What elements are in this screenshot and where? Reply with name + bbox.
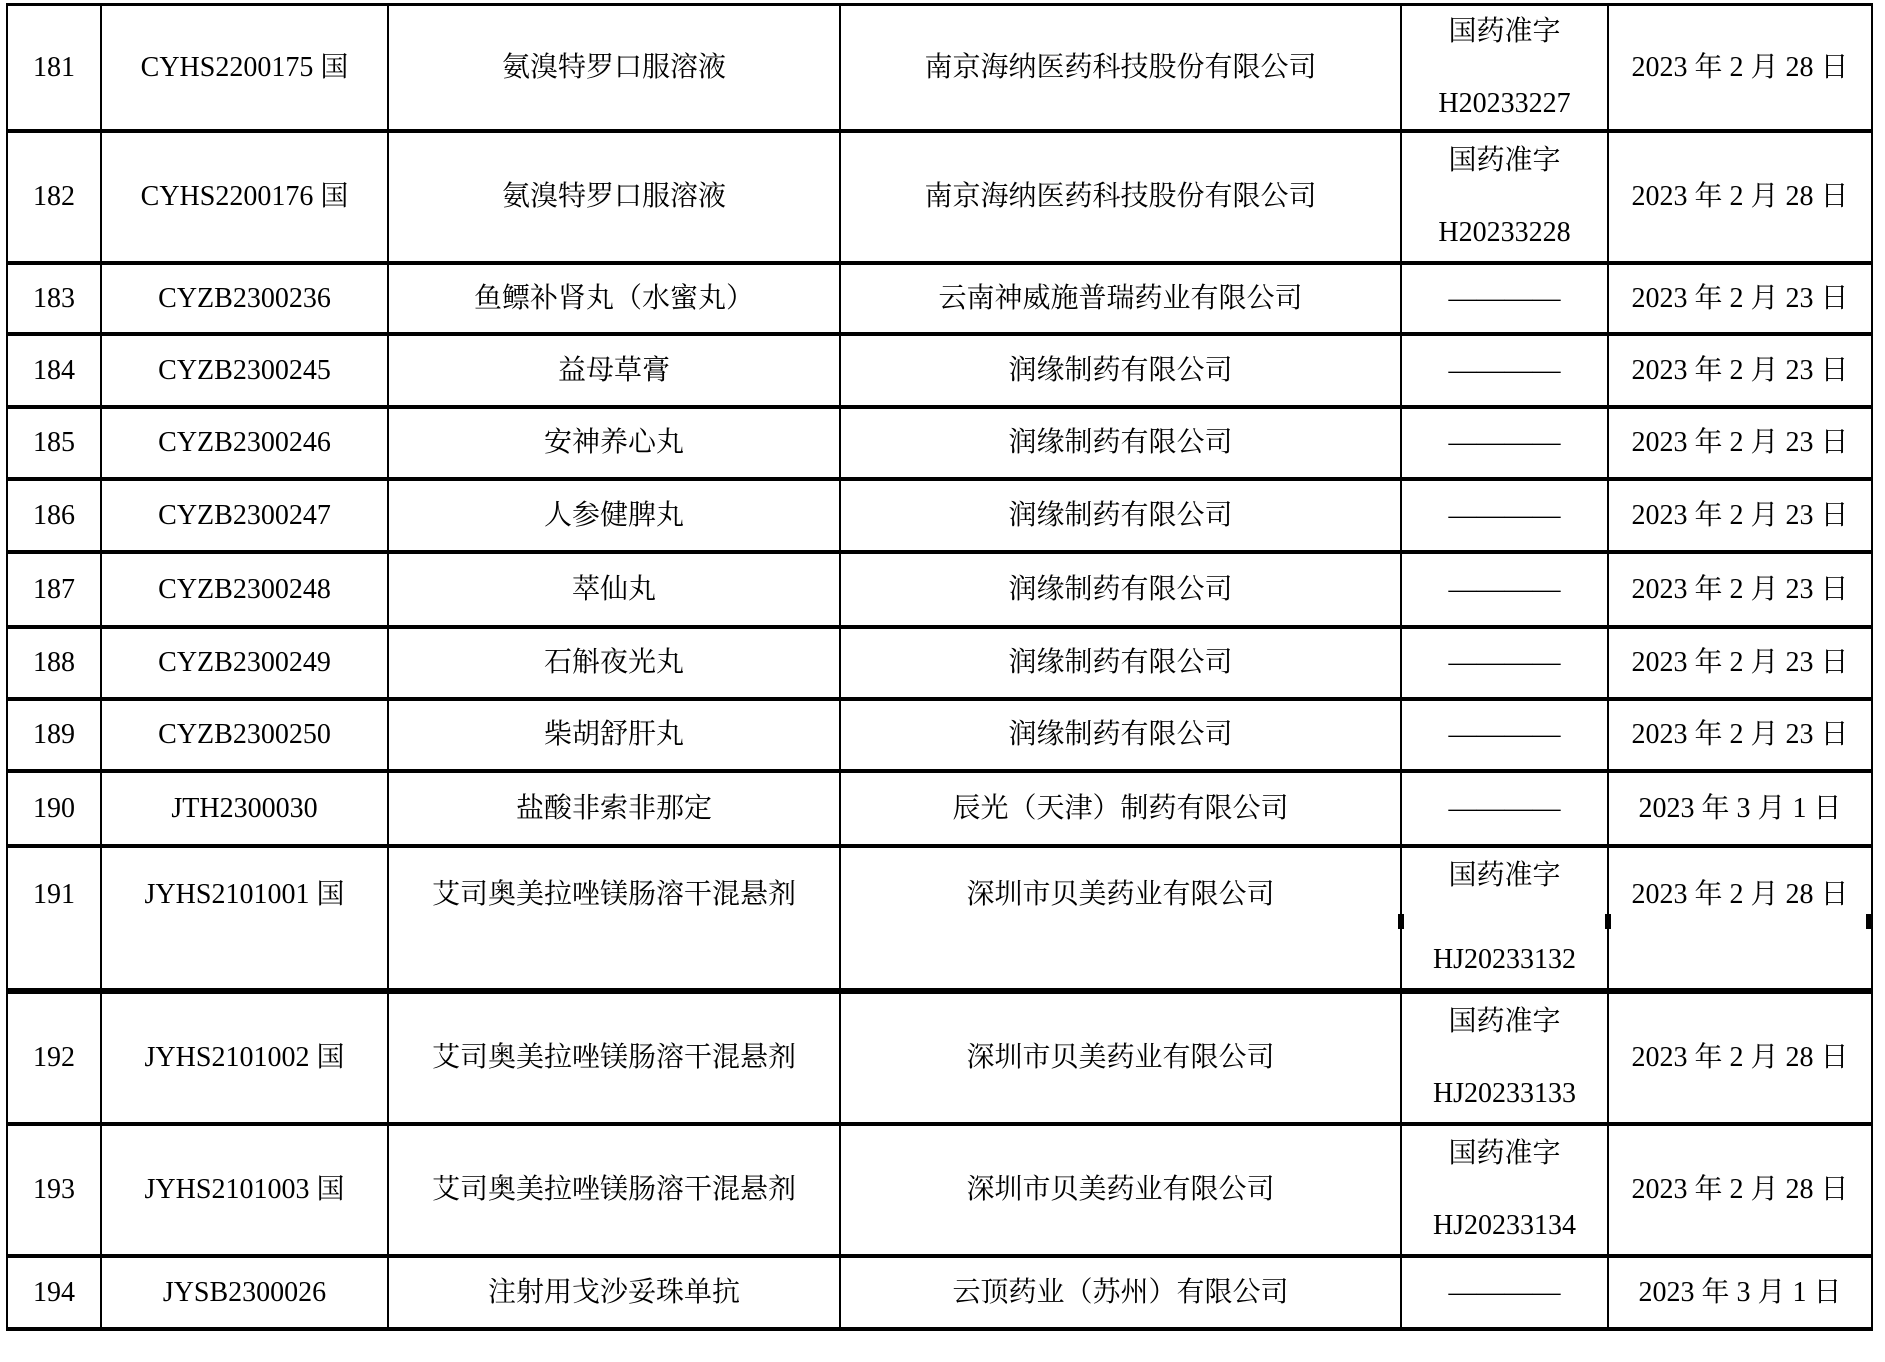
approval-date-text: 2023 年 3 月 1 日 — [1638, 1276, 1842, 1308]
serial-cell — [8, 1126, 102, 1254]
approval-date-cell — [1609, 629, 1871, 697]
table-row — [8, 554, 1871, 629]
drug-name-text: 益母草膏 — [557, 354, 670, 386]
approval-number-cell — [1402, 554, 1609, 625]
serial-cell — [8, 336, 102, 405]
approval-date-cell — [1609, 133, 1871, 261]
approval-prefix-text: 国药准字 — [1448, 15, 1561, 47]
drug-name-text: 石斛夜光丸 — [543, 647, 684, 679]
drug-name-text: 盐酸非索非那定 — [515, 792, 712, 824]
drug-name-text: 艾司奥美拉唑镁肠溶干混悬剂 — [431, 1174, 796, 1206]
table-row — [8, 701, 1871, 773]
serial-cell — [8, 409, 102, 477]
serial-cell — [8, 773, 102, 844]
company-cell — [841, 848, 1402, 988]
approval-dash-text: ———— — [1448, 792, 1561, 824]
acceptance-number-text: CYZB2300250 — [158, 719, 331, 751]
company-text: 润缘制药有限公司 — [1008, 647, 1233, 679]
serial-text: 188 — [33, 647, 75, 679]
drug-name-text: 鱼鳔补肾丸（水蜜丸） — [473, 282, 754, 314]
acceptance-number-text: JYHS2101002 国 — [144, 1042, 345, 1074]
table-row — [8, 409, 1871, 481]
approval-date-text: 2023 年 2 月 28 日 — [1631, 1042, 1849, 1074]
drug-name-cell — [389, 1258, 841, 1327]
company-text: 深圳市贝美药业有限公司 — [966, 1174, 1275, 1206]
company-text: 深圳市贝美药业有限公司 — [966, 879, 1275, 911]
company-cell — [841, 1258, 1402, 1327]
table-row — [8, 481, 1871, 554]
approval-number-text: HJ20233132 — [1432, 944, 1577, 975]
company-text: 云南神威施普瑞药业有限公司 — [938, 282, 1303, 314]
company-cell — [841, 773, 1402, 844]
serial-cell — [8, 481, 102, 550]
acceptance-number-text: CYZB2300245 — [158, 354, 331, 386]
company-cell — [841, 629, 1402, 697]
approval-date-cell — [1609, 481, 1871, 550]
approval-date-text: 2023 年 2 月 28 日 — [1631, 51, 1849, 83]
serial-text: 185 — [33, 427, 75, 459]
drug-name-text: 柴胡舒肝丸 — [543, 719, 684, 751]
acceptance-number-cell — [102, 1126, 389, 1254]
company-cell — [841, 1126, 1402, 1254]
table-row — [8, 336, 1871, 409]
acceptance-number-text: CYZB2300236 — [158, 282, 331, 314]
approval-number-cell — [1402, 1126, 1609, 1254]
company-text: 南京海纳医药科技股份有限公司 — [924, 181, 1317, 213]
serial-text: 190 — [33, 792, 75, 824]
company-text: 润缘制药有限公司 — [1008, 499, 1233, 531]
drug-name-cell — [389, 409, 841, 477]
serial-text: 194 — [33, 1276, 75, 1308]
serial-cell — [8, 848, 102, 988]
approval-date-cell — [1609, 554, 1871, 625]
serial-cell — [8, 6, 102, 129]
acceptance-number-text: CYZB2300246 — [158, 427, 331, 459]
approval-date-cell — [1609, 1126, 1871, 1254]
acceptance-number-cell — [102, 848, 389, 988]
company-cell — [841, 6, 1402, 129]
acceptance-number-cell — [102, 265, 389, 332]
acceptance-number-text: JYHS2101001 国 — [144, 879, 345, 911]
approval-number-cell — [1402, 265, 1609, 332]
company-text: 南京海纳医药科技股份有限公司 — [924, 51, 1317, 83]
approval-date-cell — [1609, 1258, 1871, 1327]
approval-number-text: HJ20233133 — [1432, 1078, 1577, 1109]
drug-name-cell — [389, 554, 841, 625]
serial-cell — [8, 1258, 102, 1327]
approval-dash-text: ———— — [1448, 282, 1561, 314]
approval-date-text: 2023 年 2 月 23 日 — [1631, 719, 1849, 751]
drug-name-cell — [389, 1126, 841, 1254]
approval-date-text: 2023 年 2 月 28 日 — [1631, 181, 1849, 213]
approval-number-text: H20233228 — [1438, 217, 1571, 248]
drug-name-text: 注射用戈沙妥珠单抗 — [487, 1276, 740, 1308]
approval-prefix-text: 国药准字 — [1448, 1138, 1561, 1170]
approval-date-cell — [1609, 994, 1871, 1122]
acceptance-number-text: JTH2300030 — [171, 792, 318, 824]
serial-cell — [8, 701, 102, 769]
approval-prefix-text: 国药准字 — [1448, 145, 1561, 177]
page-break-tick — [1866, 914, 1872, 929]
serial-cell — [8, 629, 102, 697]
acceptance-number-cell — [102, 701, 389, 769]
company-text: 润缘制药有限公司 — [1008, 573, 1233, 605]
approval-date-cell — [1609, 701, 1871, 769]
drug-name-cell — [389, 336, 841, 405]
approval-dash-text: ———— — [1448, 647, 1561, 679]
drug-name-cell — [389, 265, 841, 332]
table-row — [8, 1126, 1871, 1258]
page-break-tick — [1398, 914, 1404, 929]
acceptance-number-cell — [102, 133, 389, 261]
page-break-tick — [1605, 914, 1611, 929]
drug-name-cell — [389, 6, 841, 129]
serial-cell — [8, 554, 102, 625]
approval-number-text: H20233227 — [1438, 87, 1571, 119]
serial-text: 182 — [33, 181, 75, 213]
drug-name-cell — [389, 701, 841, 769]
serial-cell — [8, 133, 102, 261]
approval-dash-text: ———— — [1448, 573, 1561, 605]
serial-text: 181 — [33, 51, 75, 83]
drug-name-text: 安神养心丸 — [543, 427, 684, 459]
approval-number-cell — [1402, 6, 1609, 129]
company-text: 云顶药业（苏州）有限公司 — [952, 1276, 1289, 1308]
approval-number-cell — [1402, 848, 1609, 988]
company-text: 深圳市贝美药业有限公司 — [966, 1042, 1275, 1074]
table-row — [8, 265, 1871, 336]
acceptance-number-cell — [102, 629, 389, 697]
table-row — [8, 133, 1871, 265]
approval-dash-text: ———— — [1448, 719, 1561, 751]
drug-name-cell — [389, 773, 841, 844]
approval-dash-text: ———— — [1448, 354, 1561, 386]
approval-date-cell — [1609, 409, 1871, 477]
table-row — [8, 6, 1871, 133]
approval-prefix-text: 国药准字 — [1448, 860, 1561, 892]
approval-number-text: HJ20233134 — [1432, 1210, 1577, 1241]
approval-date-text: 2023 年 2 月 23 日 — [1631, 647, 1849, 679]
company-cell — [841, 409, 1402, 477]
approval-date-cell — [1609, 773, 1871, 844]
approval-number-cell — [1402, 773, 1609, 844]
company-cell — [841, 133, 1402, 261]
serial-text: 193 — [33, 1174, 75, 1206]
approval-number-cell — [1402, 629, 1609, 697]
approval-number-cell — [1402, 1258, 1609, 1327]
drug-name-text: 氨溴特罗口服溶液 — [501, 51, 726, 83]
approval-date-cell — [1609, 265, 1871, 332]
company-cell — [841, 336, 1402, 405]
serial-text: 192 — [33, 1042, 75, 1074]
serial-text: 189 — [33, 719, 75, 751]
acceptance-number-cell — [102, 1258, 389, 1327]
company-text: 润缘制药有限公司 — [1008, 719, 1233, 751]
serial-cell — [8, 994, 102, 1122]
drug-name-text: 艾司奥美拉唑镁肠溶干混悬剂 — [431, 879, 796, 911]
table-row — [8, 629, 1871, 701]
serial-text: 186 — [33, 499, 75, 531]
acceptance-number-text: CYZB2300249 — [158, 647, 331, 679]
drug-name-text: 萃仙丸 — [571, 573, 656, 605]
drug-name-cell — [389, 994, 841, 1122]
drug-name-text: 艾司奥美拉唑镁肠溶干混悬剂 — [431, 1042, 796, 1074]
approval-date-cell — [1609, 6, 1871, 129]
company-cell — [841, 265, 1402, 332]
serial-text: 191 — [33, 879, 75, 911]
approval-date-text: 2023 年 2 月 28 日 — [1631, 1174, 1849, 1206]
serial-text: 187 — [33, 573, 75, 605]
table-row — [8, 1258, 1871, 1331]
table-row — [8, 773, 1871, 848]
approval-dash-text: ———— — [1448, 499, 1561, 531]
drug-name-text: 人参健脾丸 — [543, 499, 684, 531]
table-row — [8, 994, 1871, 1126]
approval-dash-text: ———— — [1448, 427, 1561, 459]
serial-text: 183 — [33, 282, 75, 314]
acceptance-number-text: CYZB2300247 — [158, 499, 331, 531]
serial-text: 184 — [33, 354, 75, 386]
table-row — [8, 848, 1871, 994]
company-text: 辰光（天津）制药有限公司 — [952, 792, 1289, 824]
company-text: 润缘制药有限公司 — [1008, 354, 1233, 386]
company-cell — [841, 701, 1402, 769]
drug-name-cell — [389, 629, 841, 697]
drug-name-cell — [389, 133, 841, 261]
acceptance-number-cell — [102, 994, 389, 1122]
company-cell — [841, 554, 1402, 625]
drug-approval-table — [6, 3, 1873, 1331]
approval-dash-text: ———— — [1448, 1276, 1561, 1308]
acceptance-number-cell — [102, 773, 389, 844]
approval-date-text: 2023 年 2 月 23 日 — [1631, 573, 1849, 605]
drug-name-text: 氨溴特罗口服溶液 — [501, 181, 726, 213]
acceptance-number-cell — [102, 336, 389, 405]
approval-date-text: 2023 年 2 月 23 日 — [1631, 427, 1849, 459]
acceptance-number-cell — [102, 6, 389, 129]
approval-date-text: 2023 年 2 月 23 日 — [1631, 354, 1849, 386]
acceptance-number-text: JYHS2101003 国 — [144, 1174, 345, 1206]
acceptance-number-text: CYHS2200175 国 — [140, 51, 349, 83]
company-cell — [841, 481, 1402, 550]
approval-date-text: 2023 年 2 月 28 日 — [1631, 879, 1849, 911]
approval-date-text: 2023 年 2 月 23 日 — [1631, 499, 1849, 531]
approval-date-cell — [1609, 848, 1871, 988]
serial-cell — [8, 265, 102, 332]
acceptance-number-text: CYZB2300248 — [158, 573, 331, 605]
approval-number-cell — [1402, 336, 1609, 405]
approval-number-cell — [1402, 481, 1609, 550]
approval-number-cell — [1402, 994, 1609, 1122]
acceptance-number-text: JYSB2300026 — [162, 1276, 327, 1308]
acceptance-number-cell — [102, 554, 389, 625]
approval-number-cell — [1402, 133, 1609, 261]
company-text: 润缘制药有限公司 — [1008, 427, 1233, 459]
approval-date-text: 2023 年 3 月 1 日 — [1638, 792, 1842, 824]
approval-date-text: 2023 年 2 月 23 日 — [1631, 282, 1849, 314]
acceptance-number-cell — [102, 409, 389, 477]
approval-prefix-text: 国药准字 — [1448, 1006, 1561, 1038]
approval-date-cell — [1609, 336, 1871, 405]
approval-number-cell — [1402, 701, 1609, 769]
drug-name-cell — [389, 848, 841, 988]
acceptance-number-cell — [102, 481, 389, 550]
acceptance-number-text: CYHS2200176 国 — [140, 181, 349, 213]
drug-name-cell — [389, 481, 841, 550]
approval-number-cell — [1402, 409, 1609, 477]
company-cell — [841, 994, 1402, 1122]
